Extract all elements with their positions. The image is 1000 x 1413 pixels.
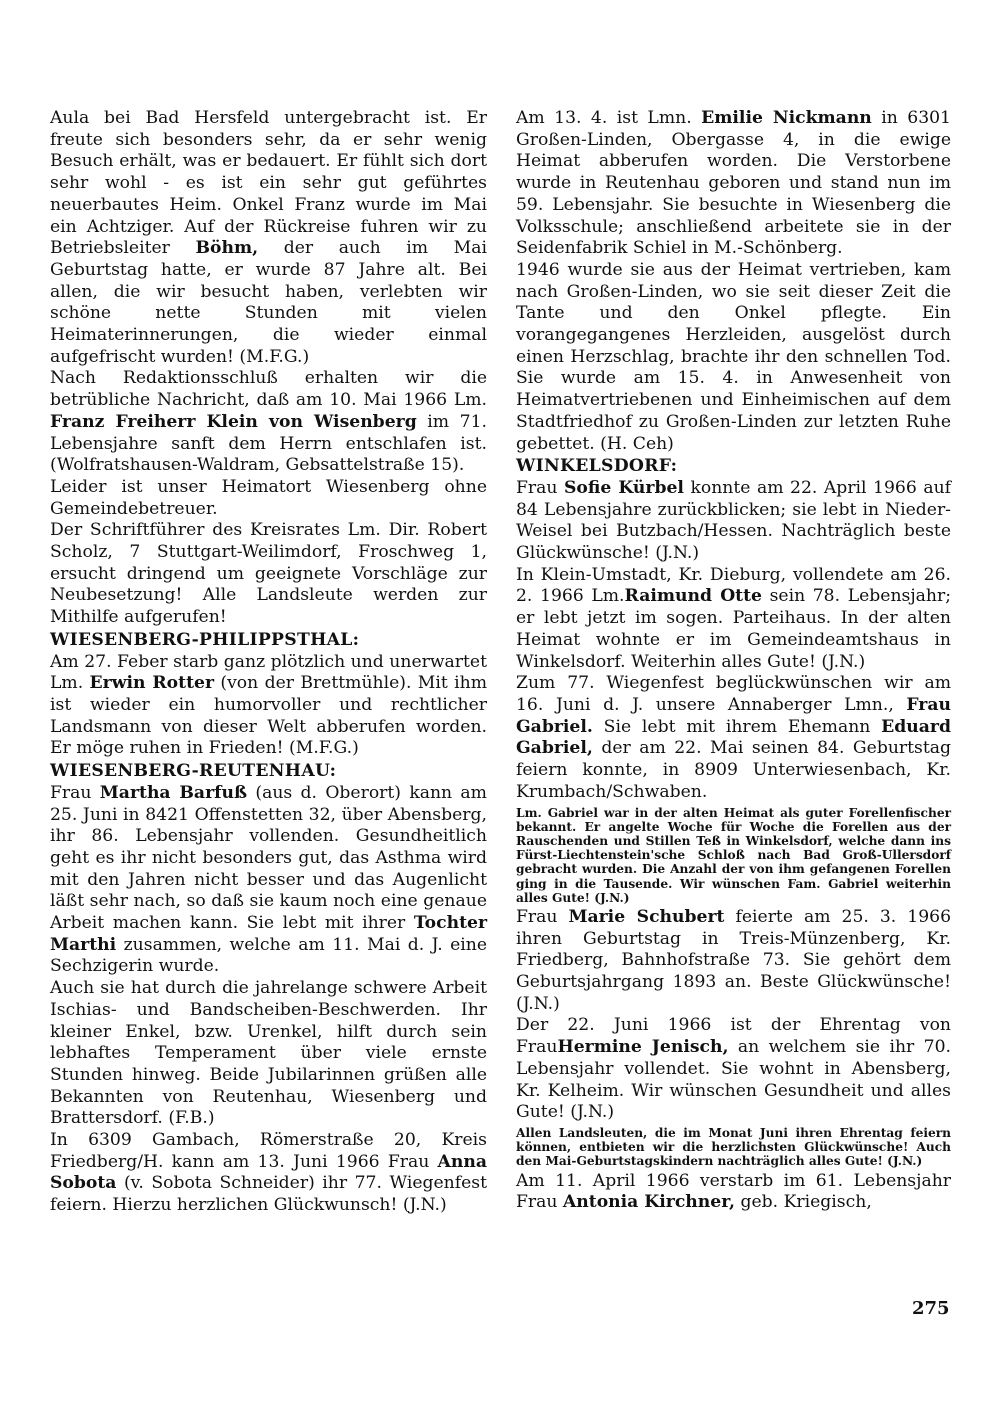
bold-name-text: Hermine Jenisch, — [557, 1037, 729, 1058]
paragraph — [50, 477, 487, 520]
paragraph — [516, 1171, 951, 1214]
bold-name-text: Frau Gabriel. — [516, 694, 951, 737]
bold-name-text: Franz Freiherr Klein von Wisenberg — [50, 411, 417, 432]
paragraph — [50, 108, 487, 368]
text-run: an welchem sie ihr 70. Lebensjahr vollendet. Sie wohnt in Abensberg, Kr. Kelheim. Wir wünschen Gesundheit und alles Gute! (J.N.) — [516, 1037, 951, 1123]
paragraph — [50, 1130, 487, 1217]
text-run: konnte am 22. April 1966 auf 84 Lebensjahre zurückblicken; sie lebt in Nieder-Weisel bei Butzbach/Hessen. Nachträglich beste Glückwünsche! (J.N.) — [516, 477, 951, 564]
small-print-paragraph — [516, 1126, 951, 1169]
text-run: Auch sie hat durch die jahrelange schwere Arbeit Ischias- und Bandscheiben-Beschwerden. Ihr kleiner Enkel, bzw. Urenkel, hilft durch sein lebhaftes Temperament über viele ernste Stunden hinweg. Beide Jubilarinnen grüßen alle Bekannten von Reutenhau, Wiesenberg und Brattersdorf. (F.B.) — [50, 978, 487, 1129]
text-run: Frau — [50, 782, 100, 803]
text-run: Lm. Gabriel war in der alten Heimat als guter Forellenfischer bekannt. Er angelte Woche für Woche die Forellen aus der Rauschenden und Stillen Teß in Winkelsdorf, welche dann ins Fürst-Liechtenstein'sche Schloß nach Bad Groß-Ullersdorf gebracht wurden. Die Anzahl der von ihm gefangenen Forellen ging in die Tausende. Wir wünschen Fam. Gabriel weiterhin alles Gute! (J.N.) — [516, 805, 951, 905]
text-run: Am 27. Feber starb ganz plötzlich und unerwartet Lm. — [50, 651, 487, 694]
text-run: im 71. Lebensjahre sanft dem Herrn entschlafen ist. (Wolfratshausen-Waldram, Gebsattelstraße 15). — [50, 411, 487, 476]
text-run: 1946 wurde sie aus der Heimat vertrieben, kam nach Großen-Linden, wo sie seit dieser Zeit die Tante und den Onkel pflegte. Ein vorangegangenes Herzleiden, ausgelöst durch einen Herzschlag, brachte ihr den schnellen Tod. Sie wurde am 15. 4. in Anwesenheit von Heimatvertriebenen und Einheimischen auf dem Stadtfriedhof zu Großen-Linden zur letzten Ruhe gebettet. (H. Ceh) — [516, 259, 951, 454]
bold-name-text: Antonia Kirchner, — [562, 1192, 736, 1213]
bold-name-text: Tochter Marthi — [50, 913, 487, 955]
paragraph — [516, 478, 951, 565]
text-run: Am 11. April 1966 verstarb im 61. Lebensjahr Frau — [516, 1170, 951, 1213]
paragraph — [50, 368, 487, 477]
bold-name-text: Eduard Gabriel, — [516, 716, 951, 759]
text-run: Zum 77. Wiegenfest beglückwünschen wir am 16. Juni d. J. unsere Annaberger Lmn., — [516, 673, 951, 715]
text-run: zusammen, welche am 11. Mai d. J. eine Sechzigerin wurde. — [50, 934, 487, 977]
paragraph — [50, 652, 487, 761]
text-run: in 6301 Großen-Linden, Obergasse 4, in die ewige Heimat abberufen worden. Die Verstorbene wurde in Reutenhau geboren und stand nun im 59. Lebensjahr. Sie besuchte in Wiesenberg die Volksschule; anschließend arbeitete sie in der Seidenfabrik Schiel in M.-Schönberg. — [516, 108, 951, 259]
paragraph — [516, 260, 951, 455]
bold-name-text: Böhm, — [195, 238, 259, 259]
text-run: Der Schriftführer des Kreisrates Lm. Dir. Robert Scholz, 7 Stuttgart-Weilimdorf, Froschweg 1, ersucht dringend um geeignete Vorschläge zur Neubesetzung! Alle Landsleute werden zur Mithilfe aufgerufen! — [50, 520, 487, 628]
text-run: sein 78. Lebensjahr; er lebt jetzt im sogen. Parteihaus. In der alten Heimat wohnte er im Gemeindeamtshaus in Winkelsdorf. Weiterhin alles Gute! (J.N.) — [516, 586, 951, 672]
right-column — [516, 108, 951, 1214]
text-run: Frau — [516, 906, 569, 927]
bold-name-text: Martha Barfuß — [99, 782, 248, 803]
paragraph — [50, 978, 487, 1130]
text-run: Leider ist unser Heimatort Wiesenberg ohne Gemeindebetreuer. — [50, 476, 487, 519]
paragraph — [516, 673, 951, 803]
section-heading-winkelsdorf: WINKELSDORF: — [516, 456, 678, 477]
bold-name-text: Raimund Otte — [624, 586, 762, 607]
text-run: In 6309 Gambach, Römerstraße 20, Kreis Friedberg/H. kann am 13. Juni 1966 Frau — [50, 1130, 487, 1172]
text-run: (von der Brettmühle). Mit ihm ist wieder ein humorvoller und rechtlicher Landsmann von dieser Welt abberufen worden. Er möge ruhen in Frieden! (M.F.G.) — [50, 673, 488, 759]
bold-name-text: Anna Sobota — [50, 1151, 487, 1194]
small-print-paragraph — [516, 806, 951, 905]
paragraph — [50, 520, 487, 629]
bold-name-text: Sofie Kürbel — [563, 477, 684, 498]
section-heading-wiesenberg-philippsthal: WIESENBERG-PHILIPPSTHAL: — [50, 629, 360, 650]
text-run: (v. Sobota Schneider) ihr 77. Wiegenfest feiern. Hierzu herzlichen Glückwunsch! (J.N.) — [50, 1173, 487, 1216]
text-run: Sie lebt mit ihrem Ehemann — [592, 716, 882, 737]
paragraph — [516, 565, 951, 674]
text-run: der am 22. Mai seinen 84. Geburtstag feiern konnte, in 8909 Unterwiesenbach, Kr. Krumbach/Schwaben. — [516, 738, 951, 802]
page-number: 275 — [912, 1298, 950, 1319]
text-run: feierte am 25. 3. 1966 ihren Geburtstag in Treis-Münzenberg, Kr. Friedberg, Bahnhofstraße 73. Sie gehört dem Geburtsjahrgang 1893 an. Beste Glückwünsche! (J.N.) — [516, 906, 952, 1014]
text-run: In Klein-Umstadt, Kr. Dieburg, vollendete am 26. 2. 1966 Lm. — [516, 564, 951, 607]
left-column — [50, 108, 487, 1217]
text-run: Allen Landsleuten, die im Monat Juni ihren Ehrentag feiern können, entbieten wir die herzlichsten Glückwünsche! Auch den Mai-Geburtstagskindern nachträglich alles Gute! (J.N.) — [516, 1125, 951, 1169]
text-run: Nach Redaktionsschluß erhalten wir die betrübliche Nachricht, daß am 10. Mai 1966 Lm. — [50, 368, 487, 411]
paragraph — [516, 1015, 951, 1124]
paragraph — [516, 108, 951, 260]
text-run: Am 13. 4. ist Lmn. — [516, 108, 702, 128]
bold-name-text: Emilie Nickmann — [701, 108, 872, 128]
paragraph — [50, 783, 487, 978]
text-run: geb. Kriegisch, — [735, 1192, 872, 1213]
text-run: der auch im Mai Geburtstag hatte, er wurde 87 Jahre alt. Bei allen, die wir besucht haben, verlebten wir schöne nette Stunden mit vielen Heimaterinnerungen, die wieder einmal aufgefrischt wurden! (M.F.G.) — [50, 238, 487, 367]
text-run: Frau — [516, 477, 564, 498]
text-run: Der 22. Juni 1966 ist der Ehrentag von Frau — [516, 1015, 951, 1058]
text-run: Aula bei Bad Hersfeld untergebracht ist. Er freute sich besonders sehr, da er sehr wenig Besuch erhält, was er bedauert. Er fühlt sich dort sehr wohl - es ist ein sehr gut geführtes neuerbautes Heim. Onkel Franz wurde im Mai ein Achtziger. Auf der Rückreise fuhren wir zu Betriebsleiter — [50, 108, 487, 259]
bold-name-text: Erwin Rotter — [89, 673, 215, 694]
text-run: (aus d. Oberort) kann am 25. Juni in 8421 Offenstetten 32, über Abensberg, ihr 86. Lebensjahr vollenden. Gesundheitlich geht es ihr nicht besonders gut, das Asthma wird mit den Jahren nicht besser und das Augenlicht läßt sehr nach, so daß sie kaum noch eine genaue Arbeit machen kann. Sie lebt mit ihrer — [50, 782, 487, 934]
bold-name-text: Marie Schubert — [568, 906, 725, 927]
section-heading-wiesenberg-reutenhau: WIESENBERG-REUTENHAU: — [50, 761, 337, 782]
paragraph — [516, 907, 951, 1016]
